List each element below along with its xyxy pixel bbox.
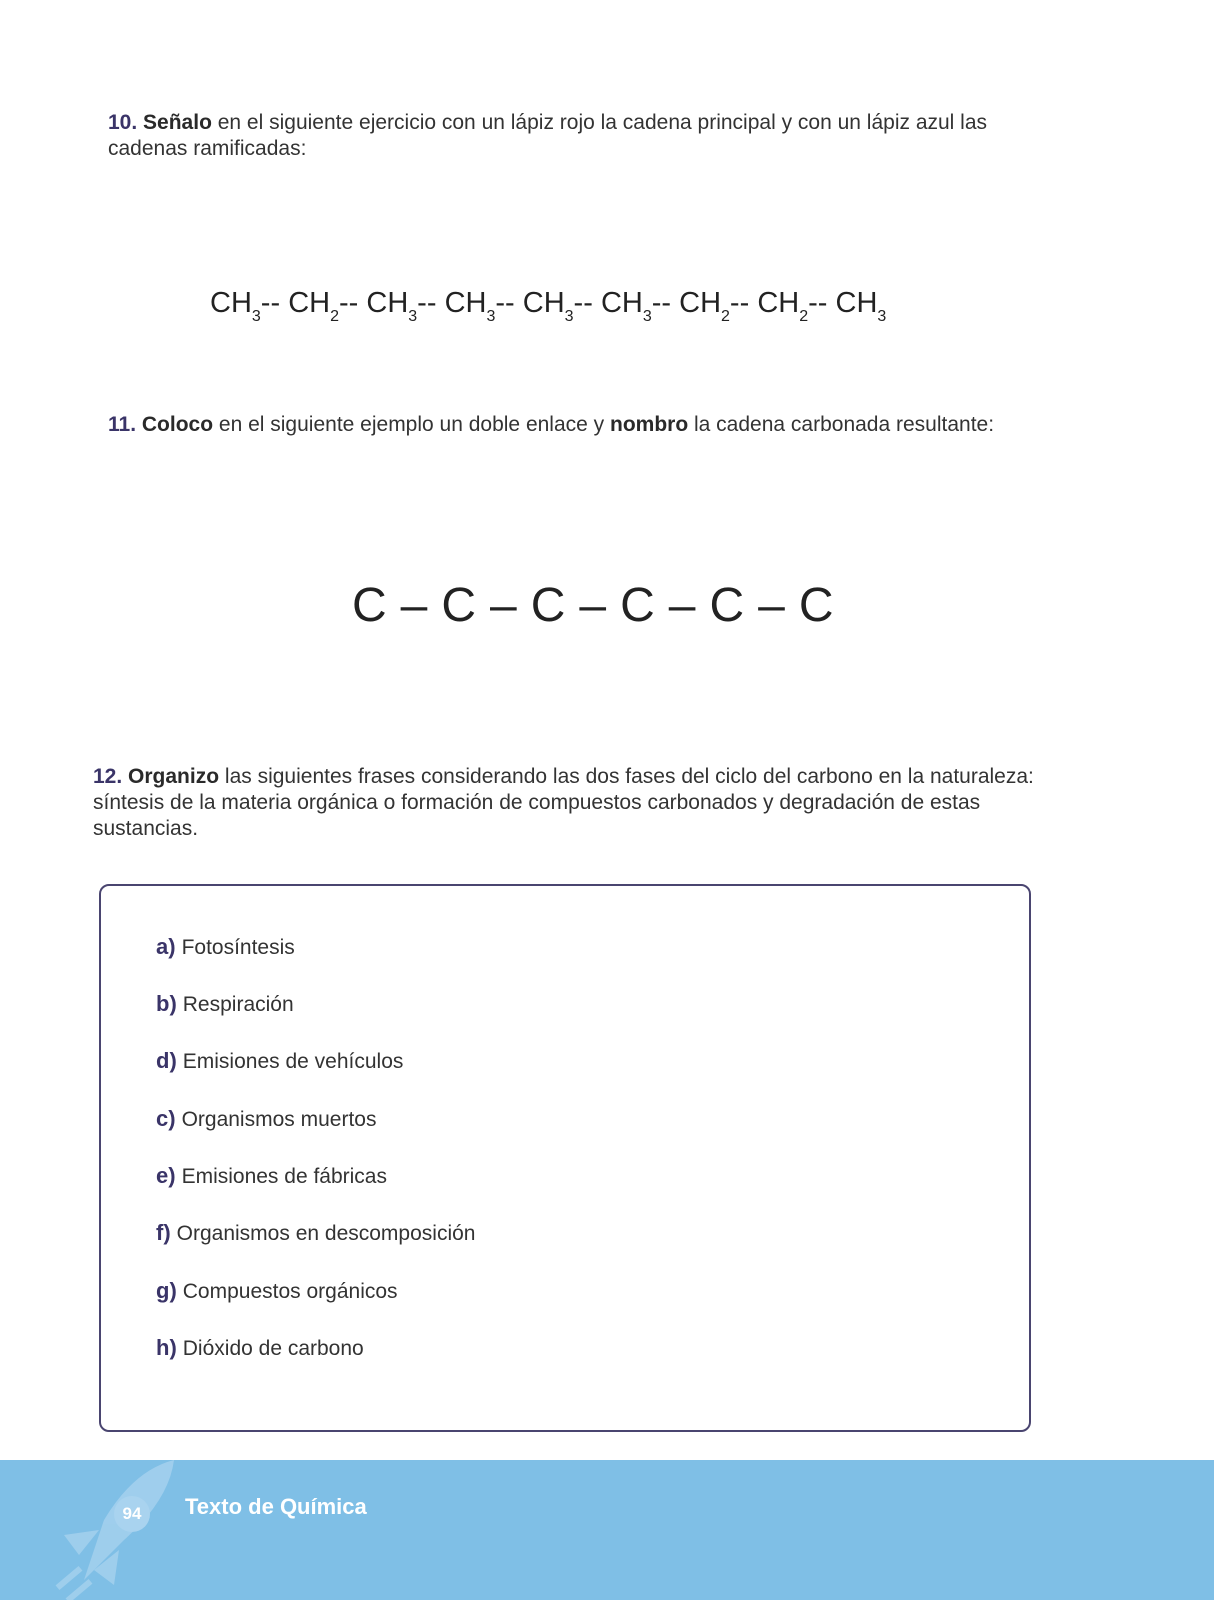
item-text: Emisiones de fábricas bbox=[181, 1165, 387, 1188]
list-item bbox=[156, 1220, 475, 1246]
single-bond: – bbox=[668, 579, 696, 632]
question-number: 11. bbox=[108, 413, 137, 436]
formula-group: $CH_3--$ bbox=[366, 287, 437, 325]
page-number: 94 bbox=[114, 1496, 150, 1532]
item-label: c) bbox=[156, 1106, 176, 1131]
question-number: 12. bbox=[93, 765, 123, 788]
carbon-atom: C bbox=[352, 579, 387, 632]
question-12 bbox=[93, 764, 1053, 842]
question-text-2: la cadena carbonada resultante: bbox=[688, 413, 995, 436]
single-bond: – bbox=[490, 579, 517, 632]
question-text: las siguientes frases considerando las dos fases del ciclo del carbono en la naturaleza: síntesis de la materia orgánica o formación de compuestos carbonados y degradación de estas sustancias. bbox=[93, 765, 1034, 840]
question-text: en el siguiente ejemplo un doble enlace y bbox=[213, 413, 611, 436]
single-bond: – bbox=[400, 579, 428, 632]
formula-group: $CH_2--$ bbox=[288, 287, 359, 325]
formula-group: $CH_3--$ bbox=[522, 287, 593, 325]
item-text: Organismos muertos bbox=[181, 1108, 377, 1131]
item-label: f) bbox=[156, 1220, 171, 1245]
carbon-atom: C bbox=[530, 579, 566, 632]
item-text: Respiración bbox=[182, 993, 294, 1016]
list-item bbox=[156, 1335, 364, 1361]
question-11 bbox=[108, 412, 1088, 438]
list-item bbox=[156, 991, 294, 1017]
list-item bbox=[156, 934, 295, 960]
rocket-icon bbox=[44, 1460, 194, 1600]
formula-group: $CH_3--$ bbox=[444, 287, 515, 325]
list-item bbox=[156, 1048, 403, 1074]
single-bond: – bbox=[758, 579, 785, 632]
item-label: h) bbox=[156, 1335, 177, 1360]
item-label: g) bbox=[156, 1278, 177, 1303]
carbon-atom: C bbox=[798, 579, 834, 632]
carbon-atom: C bbox=[709, 579, 745, 632]
question-10 bbox=[108, 110, 1068, 162]
item-label: b) bbox=[156, 991, 177, 1016]
book-title: Texto de Química bbox=[185, 1494, 367, 1519]
formula-group: $CH_3--$ bbox=[600, 287, 672, 325]
item-text: Emisiones de vehículos bbox=[182, 1050, 404, 1073]
list-item bbox=[156, 1163, 387, 1189]
question-verb-2: nombro bbox=[610, 413, 689, 436]
question-verb: Coloco bbox=[141, 413, 214, 436]
formula-group: $CH_2--$ bbox=[757, 287, 828, 325]
item-text: Fotosíntesis bbox=[181, 936, 295, 959]
item-label: d) bbox=[156, 1048, 177, 1073]
carbon-atom: C bbox=[441, 579, 477, 632]
question-text: en el siguiente ejercicio con un lápiz rojo la cadena principal y con un lápiz azul las cadenas ramificadas: bbox=[108, 111, 988, 160]
carbon-atom: C bbox=[620, 579, 655, 632]
branched-chain-formula bbox=[210, 287, 887, 325]
item-text: Compuestos orgánicos bbox=[182, 1280, 398, 1303]
item-label: e) bbox=[156, 1163, 176, 1188]
list-item bbox=[156, 1278, 398, 1304]
item-label: a) bbox=[156, 934, 176, 959]
question-verb: Señalo bbox=[143, 111, 212, 134]
question-verb: Organizo bbox=[128, 765, 220, 788]
formula-group: $CH_2--$ bbox=[679, 287, 750, 325]
item-text: Organismos en descomposición bbox=[176, 1222, 476, 1245]
item-text: Dióxido de carbono bbox=[182, 1337, 364, 1360]
formula-group: $CH_3$ bbox=[835, 287, 887, 325]
single-bond: – bbox=[579, 579, 607, 632]
carbon-chain-formula bbox=[352, 578, 834, 633]
question-number: 10. bbox=[108, 111, 138, 134]
list-item bbox=[156, 1106, 376, 1132]
formula-group: $CH_3--$ bbox=[210, 287, 281, 325]
